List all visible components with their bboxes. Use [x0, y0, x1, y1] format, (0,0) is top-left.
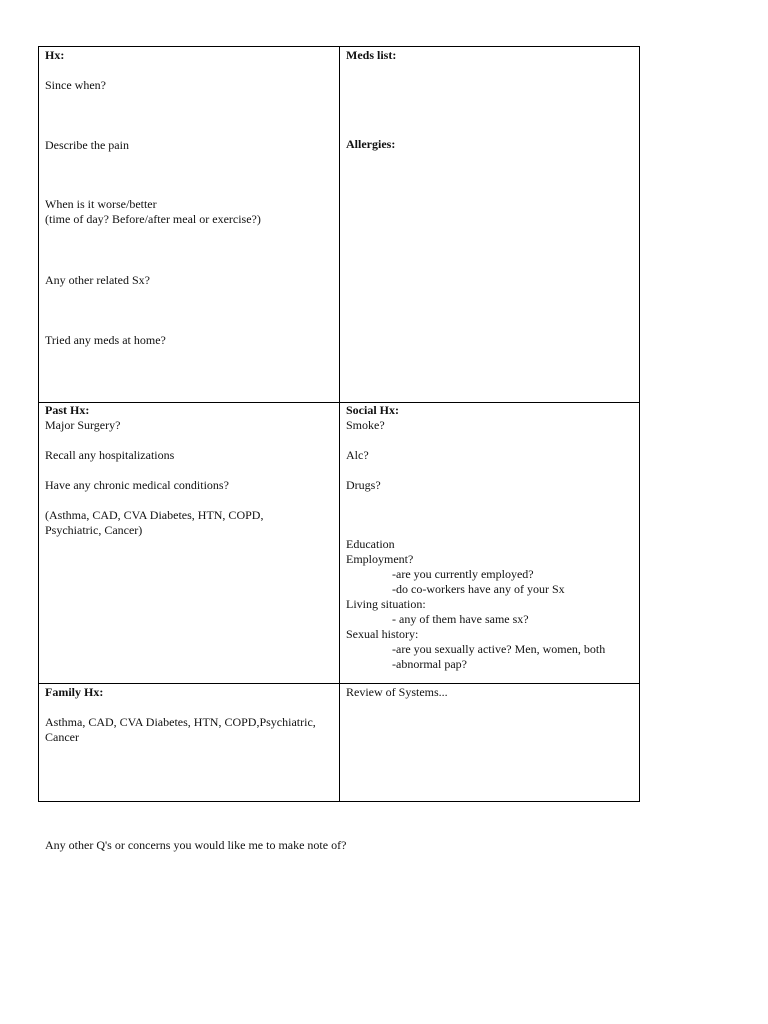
ros-cell	[340, 684, 640, 802]
social-drugs: Drugs?	[346, 478, 381, 492]
family-hx-line1: Asthma, CAD, CVA Diabetes, HTN, COPD,Psychiatric,	[45, 715, 316, 729]
social-employment: Employment?	[346, 552, 414, 566]
past-hx-title: Past Hx:	[45, 403, 90, 417]
past-hx-conditions-line1: (Asthma, CAD, CVA Diabetes, HTN, COPD,	[45, 508, 264, 522]
social-hx-cell	[340, 403, 640, 684]
family-hx-line2: Cancer	[45, 730, 79, 744]
social-alc: Alc?	[346, 448, 369, 462]
family-hx-title: Family Hx:	[45, 685, 104, 699]
social-coworkers-q: -do co-workers have any of your Sx	[392, 582, 565, 596]
footer-question: Any other Q's or concerns you would like me to make note of?	[45, 838, 347, 852]
hx-describe-pain: Describe the pain	[45, 138, 129, 152]
social-living-q: - any of them have same sx?	[392, 612, 529, 626]
past-hx-hospitalizations: Recall any hospitalizations	[45, 448, 175, 462]
past-hx-chronic: Have any chronic medical conditions?	[45, 478, 229, 492]
social-sexual-active-q: -are you sexually active? Men, women, both	[392, 642, 606, 656]
past-hx-surgery: Major Surgery?	[45, 418, 121, 432]
hx-worse-better-detail: (time of day? Before/after meal or exercise?)	[45, 212, 261, 226]
social-pap-q: -abnormal pap?	[392, 657, 467, 671]
allergies-title: Allergies:	[346, 137, 396, 151]
hx-title: Hx:	[45, 48, 65, 62]
social-employed-q: -are you currently employed?	[392, 567, 534, 581]
hx-related-sx: Any other related Sx?	[45, 273, 150, 287]
family-hx-cell	[39, 684, 340, 802]
ros-title: Review of Systems...	[346, 685, 448, 699]
social-living: Living situation:	[346, 597, 426, 611]
social-smoke: Smoke?	[346, 418, 385, 432]
past-hx-conditions-line2: Psychiatric, Cancer)	[45, 523, 143, 537]
meds-cell	[340, 47, 640, 403]
social-sexual: Sexual history:	[346, 627, 419, 641]
hx-cell	[39, 47, 340, 403]
meds-list-title: Meds list:	[346, 48, 397, 62]
intake-form-table	[38, 46, 640, 802]
social-hx-title: Social Hx:	[346, 403, 399, 417]
hx-meds-home: Tried any meds at home?	[45, 333, 166, 347]
past-hx-cell	[39, 403, 340, 684]
hx-since-when: Since when?	[45, 78, 106, 92]
hx-worse-better: When is it worse/better	[45, 197, 157, 211]
social-education: Education	[346, 537, 395, 551]
